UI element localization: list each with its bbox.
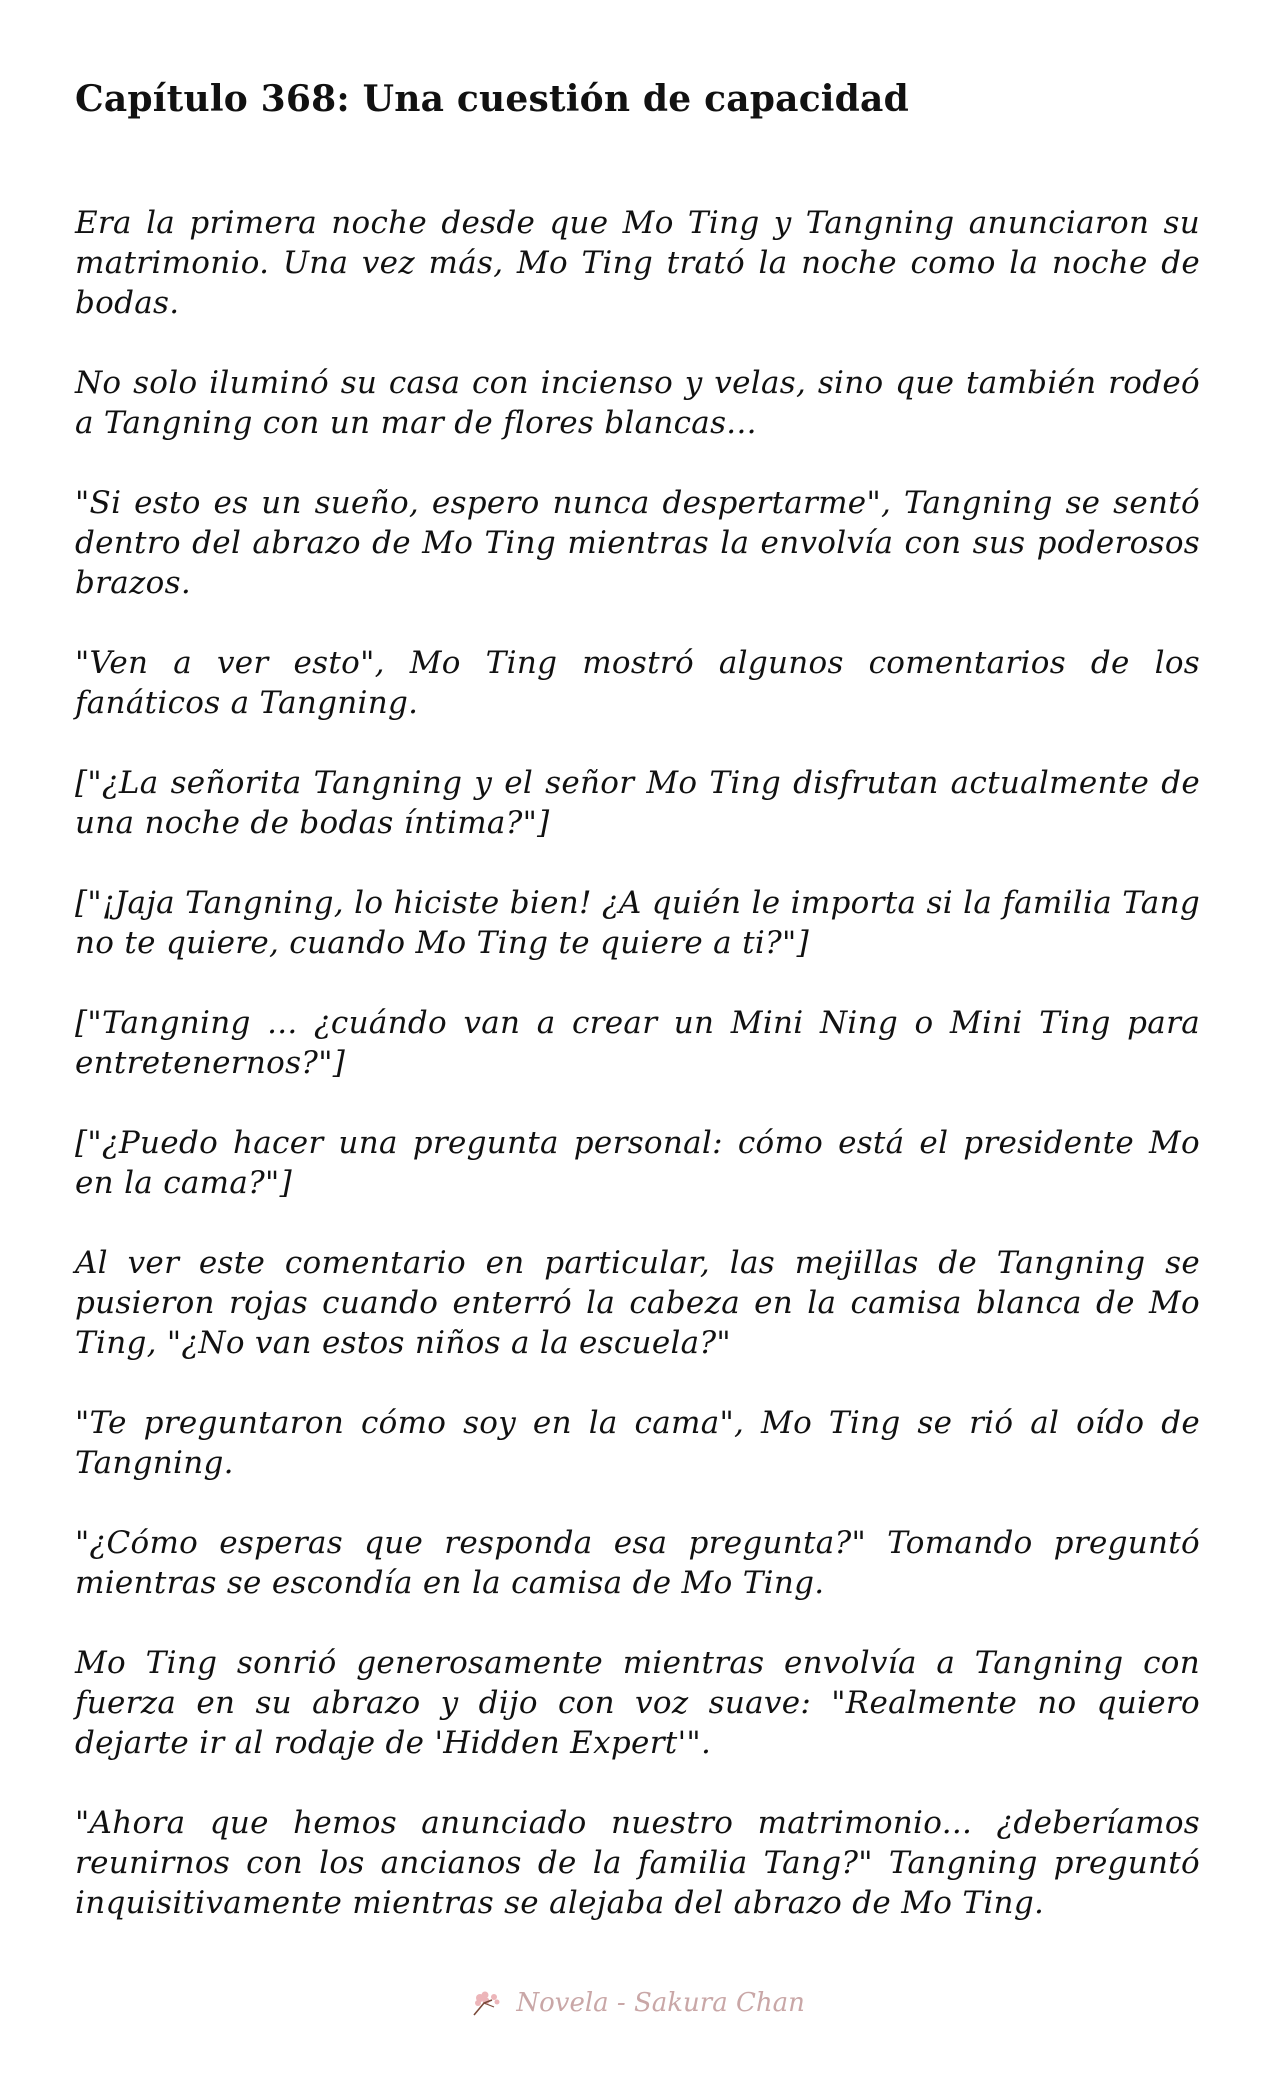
paragraph: ["¿La señorita Tangning y el señor Mo Ting disfrutan actualmente de una noche de bodas íntima?"]: [75, 764, 1200, 841]
paragraph: "Te preguntaron cómo soy en la cama", Mo Ting se rió al oído de Tangning.: [75, 1404, 1200, 1481]
chapter-body: [75, 203, 1200, 1923]
paragraph: ["¿Puedo hacer una pregunta personal: cómo está el presidente Mo en la cama?"]: [75, 1124, 1200, 1201]
paragraph: "¿Cómo esperas que responda esa pregunta?" Tomando preguntó mientras se escondía en la camisa de Mo Ting.: [75, 1524, 1200, 1601]
paragraph: Mo Ting sonrió generosamente mientras envolvía a Tangning con fuerza en su abrazo y dijo con voz suave: "Realmente no quiero dejarte ir al rodaje de 'Hidden Expert'".: [75, 1644, 1200, 1761]
watermark-text: Novela - Sakura Chan: [516, 1988, 805, 2018]
chapter-title: Capítulo 368: Una cuestión de capacidad: [75, 78, 909, 120]
paragraph: ["Tangning ... ¿cuándo van a crear un Mini Ning o Mini Ting para entretenernos?"]: [75, 1004, 1200, 1081]
document-page: [75, 60, 1200, 1963]
paragraph: "Si esto es un sueño, espero nunca despertarme", Tangning se sentó dentro del abrazo de Mo Ting mientras la envolvía con sus poderosos brazos.: [75, 484, 1200, 601]
paragraph: No solo iluminó su casa con incienso y velas, sino que también rodeó a Tangning con un mar de flores blancas...: [75, 364, 1200, 441]
paragraph: Era la primera noche desde que Mo Ting y Tangning anunciaron su matrimonio. Una vez más, Mo Ting trató la noche como la noche de bodas.: [75, 204, 1200, 321]
paragraph: "Ahora que hemos anunciado nuestro matrimonio... ¿deberíamos reunirnos con los ancianos de la familia Tang?" Tangning preguntó inquisitivamente mientras se alejaba del abrazo de Mo Ting.: [75, 1804, 1200, 1921]
cherry-blossom-icon: [470, 1989, 502, 2019]
paragraph: ["¡Jaja Tangning, lo hiciste bien! ¿A quién le importa si la familia Tang no te quiere, cuando Mo Ting te quiere a ti?"]: [75, 884, 1200, 961]
watermark: [0, 1988, 1275, 2019]
paragraph: Al ver este comentario en particular, las mejillas de Tangning se pusieron rojas cuando enterró la cabeza en la camisa blanca de Mo Ting, "¿No van estos niños a la escuela?": [75, 1244, 1200, 1361]
paragraph: "Ven a ver esto", Mo Ting mostró algunos comentarios de los fanáticos a Tangning.: [75, 644, 1200, 721]
